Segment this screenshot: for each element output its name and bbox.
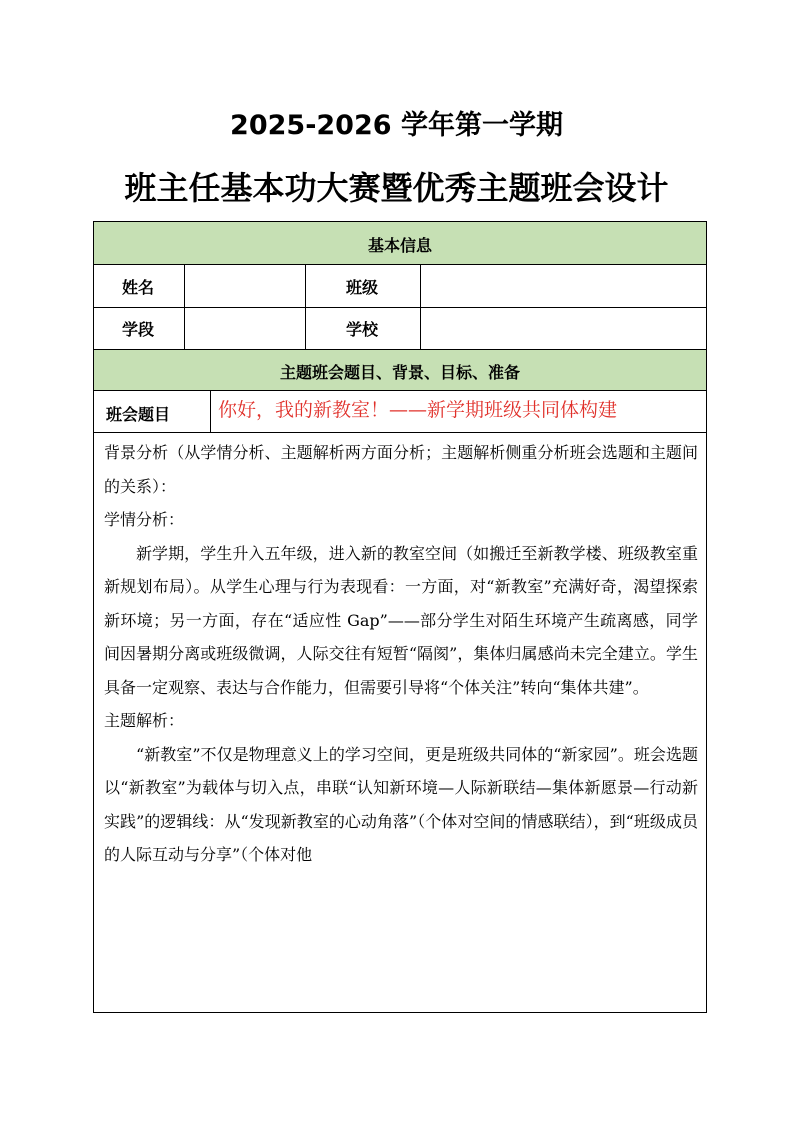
term-title: 2025-2026 学年第一学期 [230, 110, 563, 141]
background-intro: 背景分析（从学情分析、主题解析两方面分析；主题解析侧重分析班会选题和主题间的关系）： [104, 443, 698, 496]
form-table [93, 221, 707, 1013]
name-label: 姓名 [122, 278, 155, 297]
column-divider [184, 264, 185, 349]
class-label: 班级 [346, 278, 379, 297]
theme-section-heading: 主题班会题目、背景、目标、准备 [279, 363, 520, 382]
row-divider [94, 349, 706, 350]
column-divider [210, 390, 211, 432]
document-title: 班主任基本功大赛暨优秀主题班会设计 [124, 169, 669, 207]
column-divider [305, 264, 306, 349]
row-divider [94, 432, 706, 433]
column-divider [420, 264, 421, 349]
row-divider [94, 264, 706, 265]
school-label: 学校 [346, 320, 379, 339]
topic-label: 班会题目 [106, 405, 171, 424]
theme-analysis-text: “新教室”不仅是物理意义上的学习空间，更是班级共同体的“新家园”。班会选题以“新教室”为载体与切入点，串联“认知新环境—人际新联结—集体新愿景—行动新实践”的逻辑线：从“发现新教室的心动角落”（个体对空间的情感联结），到“班级成员的人际互动与分享”（个体对他 [104, 744, 698, 864]
theme-analysis-heading: 主题解析： [104, 711, 185, 730]
topic-value: 你好，我的新教室！——新学期班级共同体构建 [218, 399, 618, 421]
basic-info-heading: 基本信息 [367, 236, 432, 255]
background-analysis [104, 436, 698, 872]
row-divider [94, 390, 706, 391]
row-divider [94, 307, 706, 308]
stage-label: 学段 [122, 320, 155, 339]
student-analysis-heading: 学情分析： [104, 510, 185, 529]
student-analysis-text: 新学期，学生升入五年级，进入新的教室空间（如搬迁至新教学楼、班级教室重新规划布局）。从学生心理与行为表现看：一方面，对“新教室”充满好奇，渴望探索新环境；另一方面，存在“适应性 Gap”——部分学生对陌生环境产生疏离感，同学间因暑期分离或班级微调，人际交往有短暂“隔阂”，集体归属感尚未完全建立。学生具备一定观察、表达与合作能力，但需要引导将“个体关注”转向“集体共建”。 [104, 543, 698, 697]
